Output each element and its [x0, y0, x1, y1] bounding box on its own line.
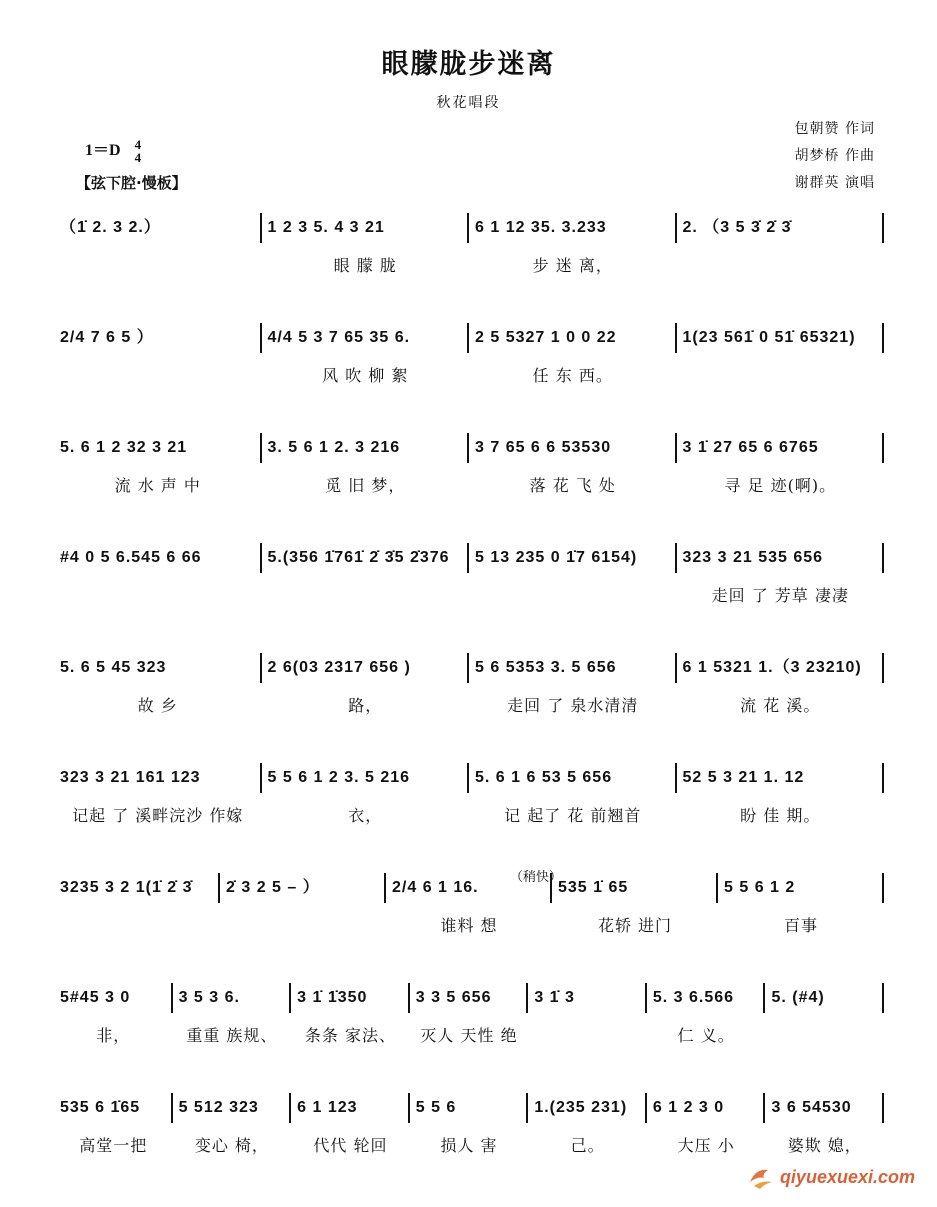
measure: 1.(235 231)	[534, 1099, 628, 1116]
notation-line	[54, 982, 884, 1014]
lyric-segment: 变心 椅，	[194, 1136, 269, 1155]
lyric-segment: 落 花 飞 处	[529, 476, 616, 495]
credit-composer: 胡梦桥 作曲	[794, 148, 875, 164]
tempo-marking: 【弦下腔·慢板】	[76, 174, 187, 192]
lyric-segment: 路，	[348, 696, 383, 715]
lyrics-line	[54, 362, 884, 390]
measure: 5 6 5353 3. 5 656	[475, 659, 617, 676]
measure: 3 1̇ 3	[534, 989, 575, 1006]
measure: 5 5 6 1 2	[724, 879, 796, 896]
notation-line	[54, 432, 884, 464]
measure: 323 3 21 535 656	[682, 549, 824, 566]
lyric-segment: 条条 家法、	[304, 1026, 396, 1045]
measure: 3 3 5 656	[415, 989, 492, 1006]
lyric-segment: 重重 族规、	[186, 1026, 278, 1045]
measure: 4/4 5 3 7 65 35 6.	[267, 329, 411, 346]
staff-system	[54, 432, 884, 522]
lyric-segment: 花轿 进门	[597, 916, 673, 935]
barline	[882, 763, 884, 793]
measure: 6 1 2 3 0	[652, 1099, 725, 1116]
lyric-segment	[220, 912, 386, 940]
lyric-segment: 风 吹 柳 絮	[322, 366, 409, 385]
lyric-segment: 代代 轮回	[313, 1136, 388, 1155]
barline	[882, 213, 884, 243]
lyric-segment: 故 乡	[137, 696, 178, 715]
staff-system	[54, 652, 884, 742]
measure: 535 1̇ 65	[558, 879, 629, 896]
lyric-segment	[54, 252, 262, 280]
barline	[882, 653, 884, 683]
lyric-segment	[54, 912, 220, 940]
lyric-segment: 高堂一把	[79, 1136, 148, 1155]
measure: 3 6 54530	[771, 1099, 852, 1116]
notation-line	[54, 212, 884, 244]
lyric-segment: 流 水 声 中	[114, 476, 201, 495]
barline	[882, 433, 884, 463]
barline	[882, 1093, 884, 1123]
lyric-segment: 盼 佳 期。	[740, 806, 821, 825]
watermark-text: qiyuexuexi.com	[779, 1166, 915, 1187]
key-label: 1＝D	[85, 142, 121, 159]
measure: 5 512 323	[178, 1099, 259, 1116]
tempo-annotation: （稍快）	[510, 870, 563, 885]
measure: 5. 6 1 6 53 5 656	[475, 769, 613, 786]
measure: 5.(356 1̇761̇ 2̇ 3̇5 2̇376	[267, 549, 450, 566]
measure: 3 1̇ 27 65 6 6765	[682, 439, 819, 456]
lyrics-line	[54, 692, 884, 720]
lyric-segment: 大压 小	[677, 1136, 735, 1155]
lyric-segment	[54, 582, 262, 610]
measure: 2̇ 3 2 5 – ）	[226, 879, 320, 896]
lyric-segment: 眼 朦 胧	[333, 256, 397, 275]
measure: 323 3 21 161 123	[60, 769, 201, 786]
lyric-segment: 走回 了 泉水清清	[507, 696, 639, 715]
credit-singer: 谢群英 演唱	[794, 175, 875, 191]
time-signature-bottom: 4	[134, 150, 142, 166]
measure: 2. （3 5 3̇ 2̇ 3̇	[682, 219, 792, 236]
lyric-segment: 记 起了 花 前翘首	[504, 806, 642, 825]
staff-system	[54, 982, 884, 1072]
notation-line	[54, 322, 884, 354]
measure: 5#45 3 0	[60, 989, 131, 1006]
staff-system	[54, 872, 884, 962]
measure: 2 5 5327 1 0 0 22	[475, 329, 617, 346]
lyric-segment	[677, 362, 885, 390]
staff-system	[54, 762, 884, 852]
lyric-segment	[765, 1022, 884, 1050]
measure: 3 1̇ 1̇350	[297, 989, 368, 1006]
time-signature	[135, 138, 142, 164]
lyric-segment: 灭人 天性 绝	[420, 1026, 518, 1045]
credits	[795, 116, 875, 197]
measure: 6 1 12 35. 3.233	[475, 219, 607, 236]
measure: 2 6(03 2317 656 )	[267, 659, 411, 676]
measure: 5. 3 6.566	[652, 989, 735, 1006]
lyric-segment: 任 东 西。	[532, 366, 613, 385]
lyrics-line	[54, 1022, 884, 1050]
staff-system	[54, 542, 884, 632]
notation-line	[54, 542, 884, 574]
key-signature	[85, 137, 141, 164]
subtitle: 秋花唱段	[436, 95, 501, 111]
notation-line	[54, 652, 884, 684]
watermark	[746, 1162, 915, 1192]
credit-lyricist: 包朝赞 作词	[794, 121, 875, 137]
measure: 3235 3 2 1(1̇ 2̇ 3̇	[60, 879, 193, 896]
lyric-segment	[262, 582, 470, 610]
lyric-segment: 谁料 想	[440, 916, 498, 935]
lyrics-line	[54, 582, 884, 610]
lyric-segment: 觅 旧 梦，	[325, 476, 406, 495]
staff-system	[54, 212, 884, 302]
barline	[882, 543, 884, 573]
lyrics-line	[54, 252, 884, 280]
measure: 3. 5 6 1 2. 3 216	[267, 439, 401, 456]
measure: 5. (#4)	[771, 989, 825, 1006]
measure: 5 13 235 0 1̇7 6154)	[475, 549, 638, 566]
lyric-segment	[528, 1022, 647, 1050]
measure: 5. 6 1 2 32 3 21	[60, 439, 188, 456]
time-signature-top: 4	[134, 137, 142, 153]
page-title: 眼朦胧步迷离	[381, 49, 556, 80]
lyrics-line	[54, 1132, 884, 1160]
staff-system	[54, 322, 884, 412]
measure: 5 5 6	[415, 1099, 457, 1116]
notation-line	[54, 872, 884, 904]
barline	[882, 983, 884, 1013]
barline	[882, 323, 884, 353]
measure: 5. 6 5 45 323	[60, 659, 167, 676]
lyric-segment: 衣，	[348, 806, 383, 825]
lyrics-line	[54, 912, 884, 940]
lyric-segment: 步 迷 离，	[532, 256, 613, 275]
measure: 535 6 1̇65	[60, 1099, 141, 1116]
lyric-segment: 百事	[783, 916, 818, 935]
lyrics-line	[54, 802, 884, 830]
barline	[882, 873, 884, 903]
lyric-segment: 非，	[96, 1026, 131, 1045]
lyric-segment: 寻 足 迹(啊)。	[724, 476, 837, 495]
measure: 6 1 123	[297, 1099, 358, 1116]
notation-line	[54, 1092, 884, 1124]
lyric-segment: 仁 义。	[677, 1026, 735, 1045]
lyric-segment: 流 花 溪。	[740, 696, 821, 715]
measure: 1(23 561̇ 0 51̇ 65321)	[682, 329, 856, 346]
lyric-segment: 记起 了 溪畔浣沙 作嫁	[72, 806, 244, 825]
measure: 6 1 5321 1.（3 23210)	[682, 659, 862, 676]
measure: 1 2 3 5. 4 3 21	[267, 219, 385, 236]
measure: 5 5 6 1 2 3. 5 216	[267, 769, 411, 786]
lyric-segment: 婆欺 媳，	[787, 1136, 862, 1155]
notation-line	[54, 762, 884, 794]
lyric-segment: 损人 害	[440, 1136, 498, 1155]
measure: 3 7 65 6 6 53530	[475, 439, 612, 456]
lyrics-line	[54, 472, 884, 500]
measure: 2/4 6 1 16.	[392, 879, 479, 896]
lyric-segment: 己。	[570, 1136, 605, 1155]
lyric-segment	[469, 582, 677, 610]
measure: #4 0 5 6.545 6 66	[60, 549, 202, 566]
lyric-segment	[54, 362, 262, 390]
measure: 2/4 7 6 5 ）	[60, 329, 154, 346]
bird-logo-icon	[746, 1162, 776, 1192]
measure: （1̇ 2. 3 2.）	[60, 219, 161, 236]
measure: 52 5 3 21 1. 12	[682, 769, 805, 786]
measure: 3 5 3 6.	[178, 989, 240, 1006]
lyric-segment	[677, 252, 885, 280]
lyric-segment: 走回 了 芳草 凄凄	[711, 586, 849, 605]
